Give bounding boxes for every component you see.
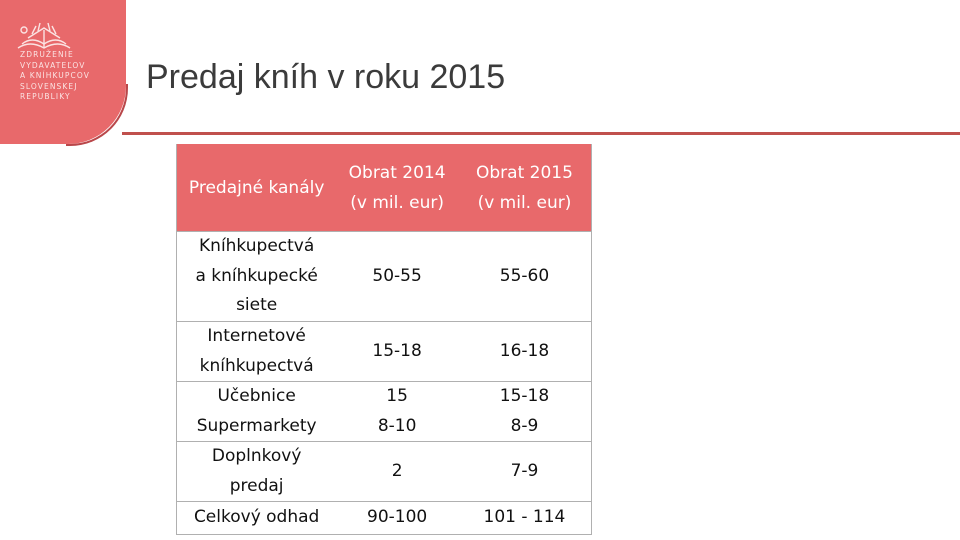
cell-revenue-2014: 2 [336, 442, 458, 502]
cell-revenue-2015: 7-9 [458, 442, 592, 502]
cell-channel: Internetové kníhkupectvá [177, 322, 337, 382]
cell-revenue-2015: 101 - 114 [458, 502, 592, 535]
page-title: Predaj kníh v roku 2015 [146, 58, 506, 96]
header-revenue-2015: Obrat 2015 (v mil. eur) [458, 144, 592, 232]
table-header-row [177, 144, 592, 232]
table-row [177, 502, 592, 535]
logo-line: REPUBLIKY [20, 92, 71, 102]
sales-table [176, 144, 592, 535]
cell-channel: Učebnice Supermarkety [177, 382, 337, 442]
logo-line: A KNÍHKUPCOV [20, 71, 90, 81]
title-divider [122, 132, 960, 135]
cell-revenue-2014: 50-55 [336, 232, 458, 322]
header-channel: Predajné kanály [177, 144, 337, 232]
cell-revenue-2015: 16-18 [458, 322, 592, 382]
logo-line: SLOVENSKEJ [20, 81, 78, 91]
table-row [177, 442, 592, 502]
cell-revenue-2014: 90-100 [336, 502, 458, 535]
cell-channel: Kníhkupectvá a kníhkupecké siete [177, 232, 337, 322]
cell-channel: Doplnkový predaj [177, 442, 337, 502]
cell-revenue-2015: 15-18 8-9 [458, 382, 592, 442]
table-row [177, 232, 592, 322]
header-revenue-2014: Obrat 2014 (v mil. eur) [336, 144, 458, 232]
cell-revenue-2014: 15 8-10 [336, 382, 458, 442]
table-row [177, 382, 592, 442]
cell-revenue-2014: 15-18 [336, 322, 458, 382]
logo-text [20, 50, 120, 103]
logo-line: VYDAVATEĽOV [20, 60, 86, 70]
cell-revenue-2015: 55-60 [458, 232, 592, 322]
table-row [177, 322, 592, 382]
logo-line: ZDRUŽENIE [20, 50, 74, 59]
cell-channel: Celkový odhad [177, 502, 337, 535]
